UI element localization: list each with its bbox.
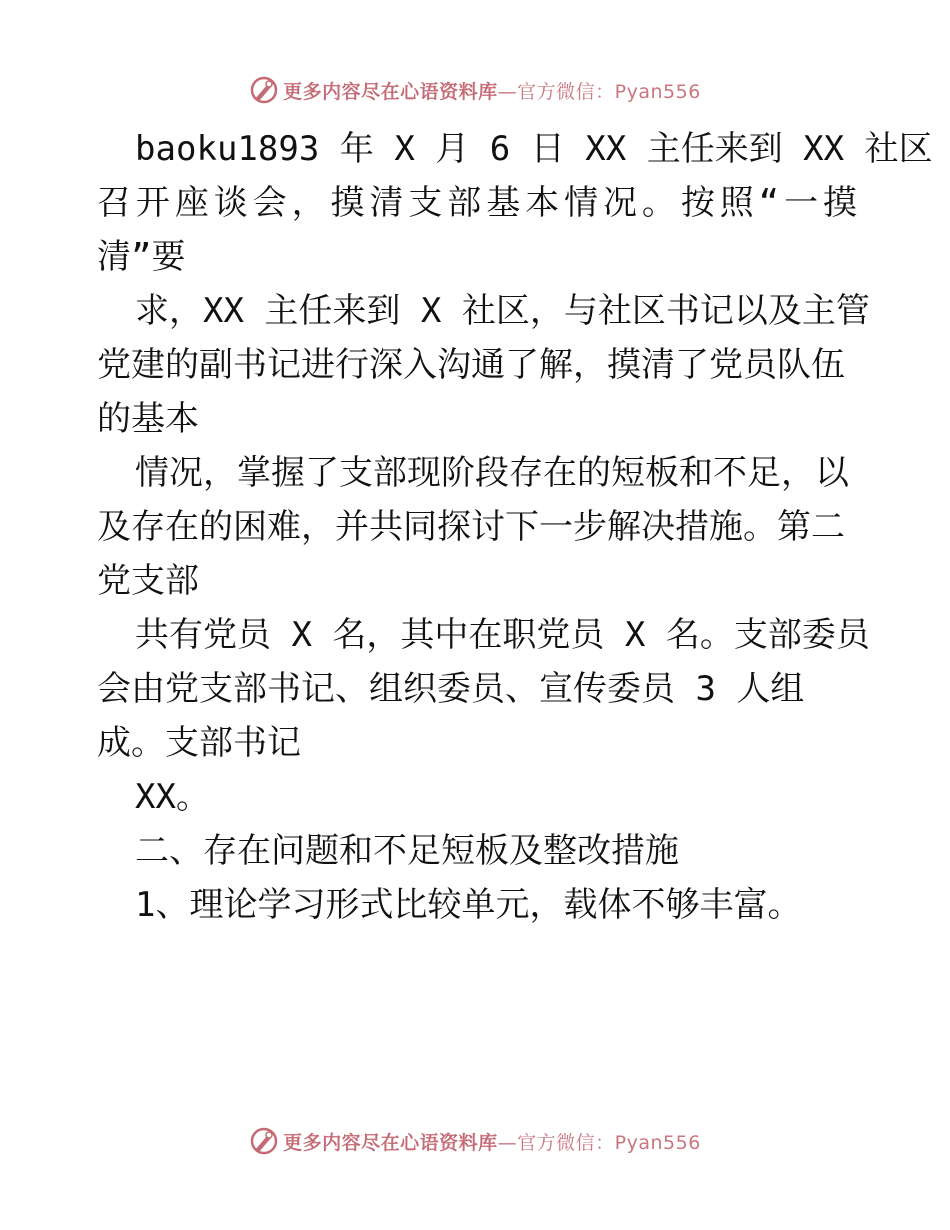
paragraph-line: 成。支部书记: [97, 723, 301, 763]
document-body: [97, 122, 933, 932]
paragraph-line: 党建的副书记进行深入沟通了解，摸清了党员队伍: [97, 345, 845, 385]
paragraph-line: b a o k u 1 8 9 3 年 X 月 6 日 X X 主 任 来 到 X X 社 区: [135, 129, 933, 169]
watermark-sub-text: —官方微信：Pyan556: [497, 80, 701, 103]
watermark-header: [0, 72, 950, 108]
watermark-sub-text: —官方微信：Pyan556: [497, 1131, 701, 1154]
paragraph-line: 党支部: [97, 561, 199, 601]
paragraph-line: 情况，掌握了支部现阶段存在的短板和不足，以: [135, 453, 849, 493]
paragraph-line: 共有党员 X 名，其中在职党员 X 名。支部委员: [135, 615, 870, 655]
list-item: 1、理论学习形式比较单元，载体不够丰富。: [135, 885, 802, 925]
watermark-main-text: 更多内容尽在心语资料库: [283, 80, 498, 103]
paragraph-line: XX。: [135, 777, 210, 817]
watermark-footer: [0, 1123, 950, 1159]
pen-logo-icon: [249, 1126, 279, 1156]
paragraph-line: 召 开 座 谈 会 ， 摸 清 支 部 基 本 情 况 。 按 照 “ 一 摸: [97, 183, 857, 223]
paragraph-line: 会由党支部书记、组织委员、宣传委员 3 人组: [97, 669, 805, 709]
paragraph-line: 的基本: [97, 399, 199, 439]
paragraph-line: 清”要: [97, 237, 186, 277]
pen-logo-icon: [249, 75, 279, 105]
watermark-main-text: 更多内容尽在心语资料库: [283, 1131, 498, 1154]
section-heading: 二、存在问题和不足短板及整改措施: [135, 831, 679, 871]
paragraph-line: 及存在的困难，并共同探讨下一步解决措施。第二: [97, 507, 845, 547]
paragraph-line: 求，XX 主任来到 X 社区，与社区书记以及主管: [135, 291, 870, 331]
